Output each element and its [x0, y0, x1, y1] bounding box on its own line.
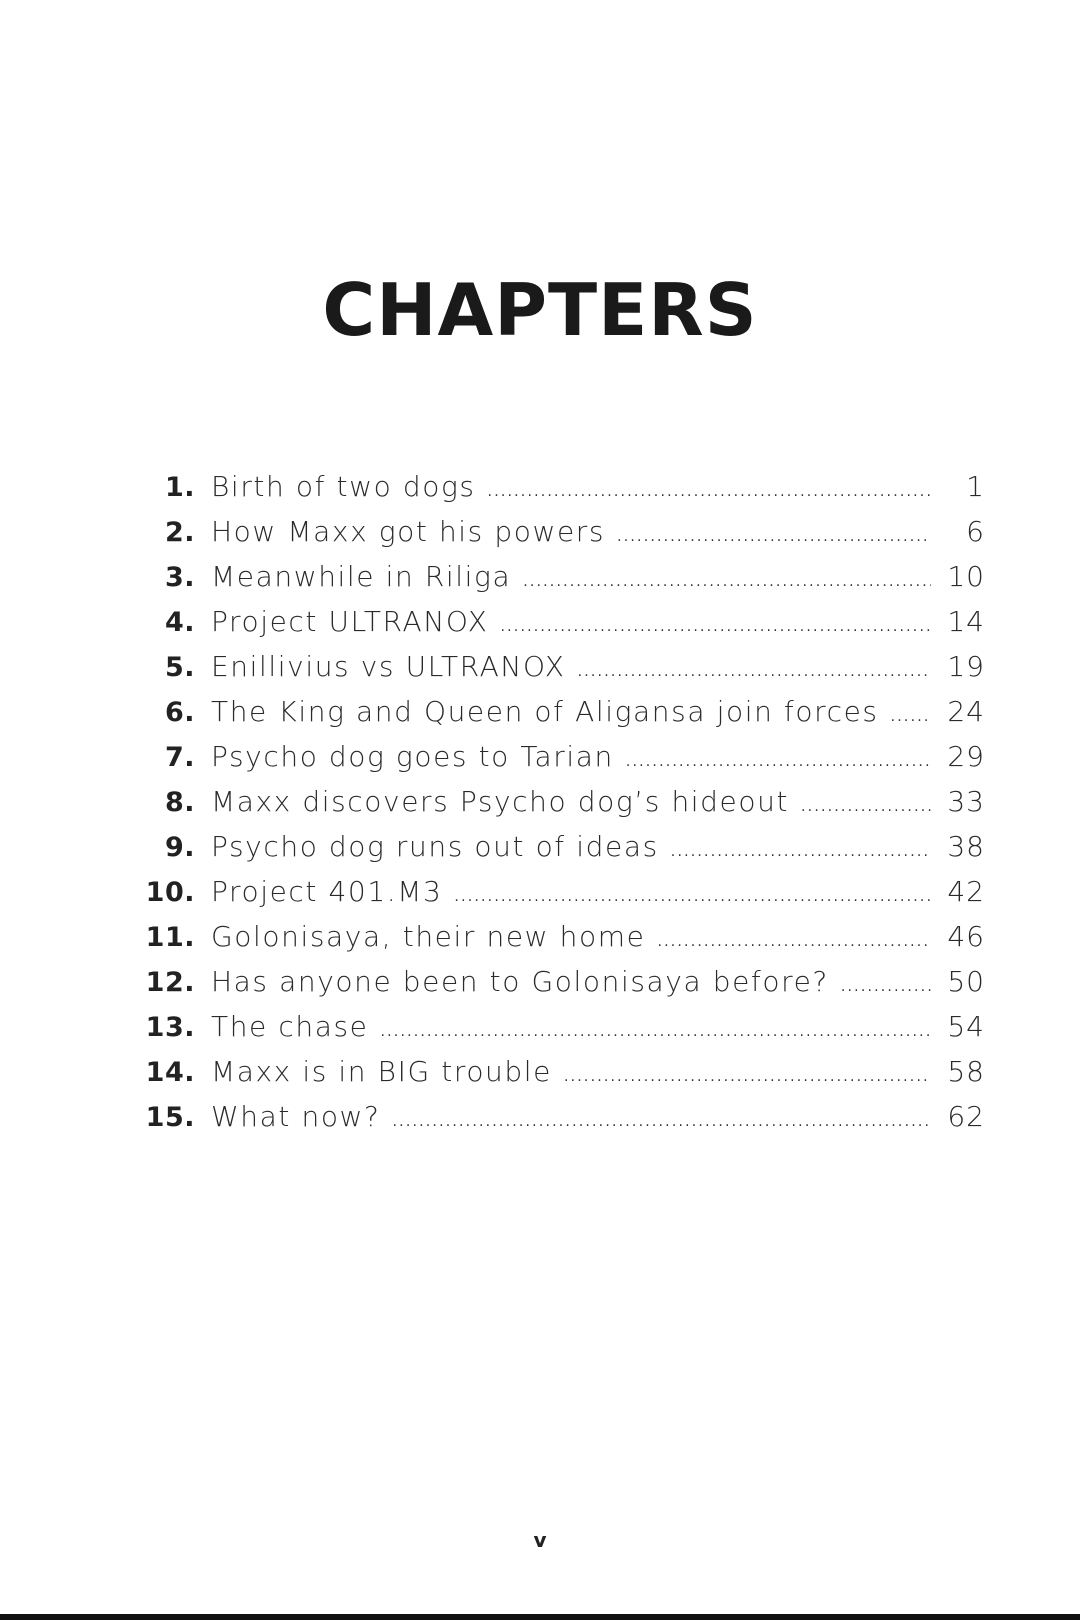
- chapter-title: Enillivius vs ULTRANOX: [211, 650, 566, 683]
- dot-leader: [578, 665, 931, 679]
- chapter-title: What now?: [211, 1100, 381, 1133]
- chapter-title: Golonisaya, their new home: [211, 920, 646, 953]
- chapter-page: 46: [947, 920, 985, 953]
- chapter-page: 33: [947, 785, 985, 818]
- toc-entry: [145, 740, 985, 785]
- toc-entry: [145, 785, 985, 830]
- dot-leader: [393, 1115, 931, 1129]
- chapter-title: Birth of two dogs: [211, 470, 476, 503]
- chapter-page: 19: [947, 650, 985, 683]
- chapter-number: 15.: [145, 1102, 195, 1133]
- toc-entry: [145, 1100, 985, 1145]
- chapter-page: 14: [947, 605, 985, 638]
- chapter-page: 42: [947, 875, 985, 908]
- toc-entry: [145, 875, 985, 920]
- bottom-edge-rule: [0, 1614, 1080, 1620]
- toc-entry: [145, 1010, 985, 1055]
- dot-leader: [454, 890, 931, 904]
- dot-leader: [657, 935, 931, 949]
- chapter-title: Project 401.M3: [211, 875, 443, 908]
- chapter-page: 29: [947, 740, 985, 773]
- chapter-number: 12.: [145, 967, 195, 998]
- toc-entry: [145, 605, 985, 650]
- chapter-number: 13.: [145, 1012, 195, 1043]
- dot-leader: [671, 845, 931, 859]
- dot-leader: [626, 755, 931, 769]
- chapter-page: 50: [947, 965, 985, 998]
- dot-leader: [523, 575, 931, 589]
- chapter-title: Project ULTRANOX: [211, 605, 489, 638]
- chapter-page: 10: [947, 560, 985, 593]
- chapter-title: Maxx is in BIG trouble: [211, 1055, 552, 1088]
- chapter-title: The chase: [211, 1010, 369, 1043]
- chapter-page: 38: [947, 830, 985, 863]
- table-of-contents: [145, 470, 985, 1145]
- chapter-number: 14.: [145, 1057, 195, 1088]
- chapter-number: 5.: [164, 652, 195, 683]
- chapter-title: Psycho dog goes to Tarian: [211, 740, 614, 773]
- page-title: CHAPTERS: [322, 268, 758, 352]
- chapter-page: 24: [947, 695, 985, 728]
- chapter-number: 3.: [164, 562, 195, 593]
- chapter-number: 11.: [145, 922, 195, 953]
- chapter-page: 62: [947, 1100, 985, 1133]
- toc-entry: [145, 830, 985, 875]
- chapter-page: 1: [966, 470, 985, 503]
- toc-entry: [145, 470, 985, 515]
- chapter-title: The King and Queen of Aligansa join forces: [211, 695, 879, 728]
- toc-entry: [145, 560, 985, 605]
- chapter-number: 7.: [164, 742, 195, 773]
- toc-entry: [145, 650, 985, 695]
- chapter-number: 2.: [164, 517, 195, 548]
- chapter-number: 8.: [164, 787, 195, 818]
- dot-leader: [617, 530, 931, 544]
- dot-leader: [564, 1070, 931, 1084]
- chapter-title: Meanwhile in Riliga: [211, 560, 512, 593]
- chapter-number: 1.: [164, 472, 195, 503]
- dot-leader: [488, 485, 931, 499]
- chapter-title: How Maxx got his powers: [211, 515, 606, 548]
- dot-leader: [891, 710, 931, 724]
- dot-leader: [801, 800, 931, 814]
- dot-leader: [841, 980, 931, 994]
- page-number: v: [533, 1528, 547, 1552]
- toc-entry: [145, 695, 985, 740]
- dot-leader: [501, 620, 932, 634]
- chapter-title: Maxx discovers Psycho dog’s hideout: [211, 785, 790, 818]
- chapter-page: 58: [947, 1055, 985, 1088]
- toc-entry: [145, 920, 985, 965]
- chapter-title: Has anyone been to Golonisaya before?: [211, 965, 829, 998]
- toc-entry: [145, 965, 985, 1010]
- chapter-number: 4.: [164, 607, 195, 638]
- toc-entry: [145, 515, 985, 560]
- dot-leader: [381, 1025, 932, 1039]
- toc-entry: [145, 1055, 985, 1100]
- chapter-number: 9.: [164, 832, 195, 863]
- chapter-page: 6: [966, 515, 985, 548]
- chapter-number: 6.: [164, 697, 195, 728]
- chapter-title: Psycho dog runs out of ideas: [211, 830, 659, 863]
- chapter-number: 10.: [145, 877, 195, 908]
- chapter-page: 54: [947, 1010, 985, 1043]
